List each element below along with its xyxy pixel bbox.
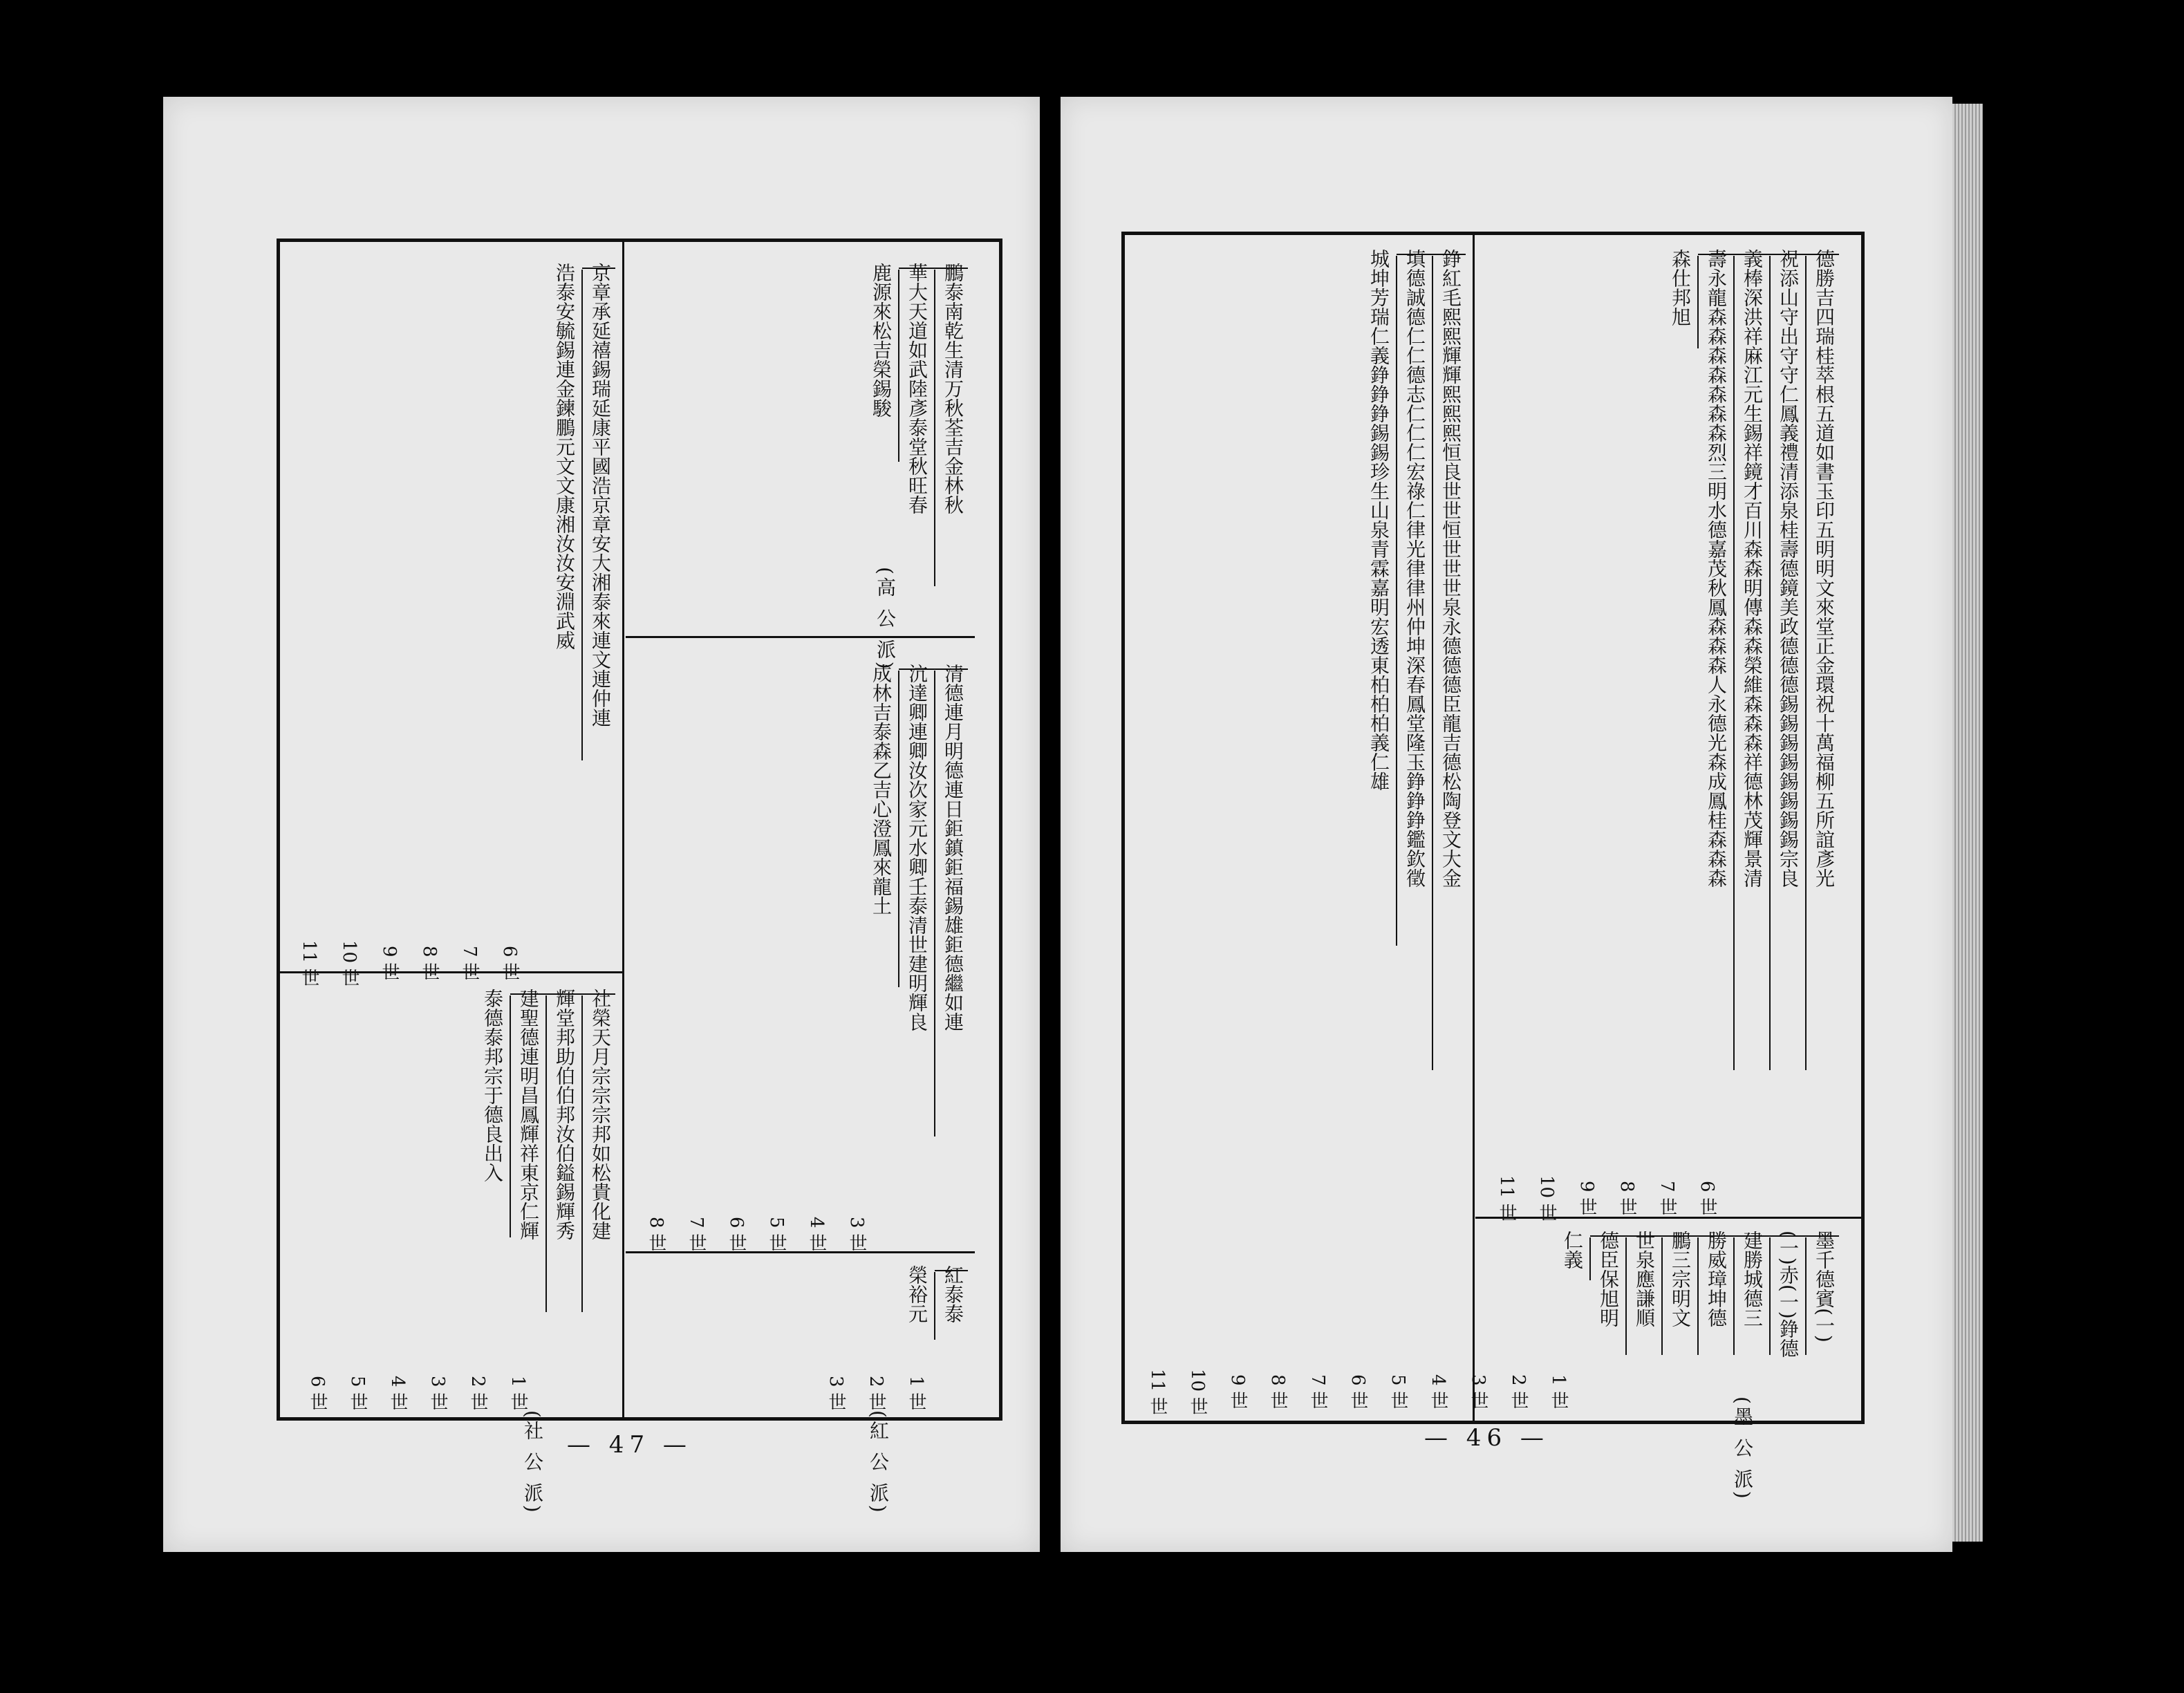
gen-label: 4 世 <box>387 1376 408 1411</box>
left-upper-generations <box>282 940 523 986</box>
gen-label: 1 世 <box>906 1376 926 1411</box>
right-upper-generations <box>1480 1175 1720 1222</box>
gen-label: 3 世 <box>1468 1374 1488 1410</box>
gen-label: 5 世 <box>1388 1374 1408 1410</box>
tree-de <box>1486 249 1839 1161</box>
gen-label: 7 世 <box>1307 1374 1328 1410</box>
gen-label: 4 世 <box>806 1217 827 1252</box>
gen-label: 2 世 <box>1508 1374 1529 1410</box>
section-label-she: (社 公 派) <box>521 1410 544 1515</box>
name-column: 仁義 <box>1561 1231 1584 1269</box>
name-column: 世泉應謙順 <box>1633 1231 1656 1327</box>
gen-label: 1 世 <box>507 1376 528 1411</box>
gen-label: 6 世 <box>307 1376 328 1411</box>
gen-label: 2 世 <box>866 1376 886 1411</box>
name-column: 建聖德連明昌鳳輝祥東京仁輝 <box>517 989 540 1240</box>
gen-label: 7 世 <box>1656 1181 1677 1217</box>
gen-label: 7 世 <box>459 946 480 982</box>
gen-label: 11 世 <box>299 940 319 987</box>
name-column: 華大天道如武陸彥泰堂秋旺春 <box>906 263 928 514</box>
tree-hong <box>802 1265 968 1369</box>
gen-label: 10 世 <box>339 940 360 987</box>
name-column: 成林吉泰森乙吉心澄鳳來龍土 <box>870 664 893 915</box>
name-column: 京章承延禧錫瑞延康平國浩京章安大湘泰來連文連仲連 <box>589 263 612 727</box>
gen-label: 7 世 <box>686 1217 707 1252</box>
name-column: 建勝城德三 <box>1741 1231 1764 1327</box>
name-column: 勝威璋坤德 <box>1705 1231 1728 1327</box>
gen-label: 11 世 <box>1496 1175 1517 1222</box>
name-column: 榮裕元 <box>906 1265 928 1323</box>
gen-label: 5 世 <box>766 1217 787 1252</box>
section-label-gao: (高 公 派) <box>874 567 897 672</box>
gen-label: 9 世 <box>379 946 400 982</box>
gen-label: 10 世 <box>1187 1369 1208 1416</box>
name-column: 義棒深洪祥麻江元生錫祥鏡才百川森森明傳森森榮維森森森祥德林茂輝景清 <box>1741 249 1764 888</box>
left-upper-divider <box>626 636 975 638</box>
name-column: 填德誠德仁仁德志仁仁仁宏祿仁律光律律州仲坤深春鳳堂隆玉錚錚錚鑑欽徵 <box>1403 249 1426 888</box>
gen-label: 6 世 <box>499 946 520 982</box>
name-column: 輝堂邦助伯伯邦汝伯鎰錫輝秀 <box>553 989 576 1240</box>
section-label-mo: (墨 公 派) <box>1731 1396 1754 1502</box>
gen-label: 5 世 <box>347 1376 368 1411</box>
tree-qing <box>643 664 968 1203</box>
name-column: 泰德泰邦宗于德良出入 <box>481 989 504 1182</box>
gen-label: 8 世 <box>1616 1181 1637 1217</box>
gen-label: 2 世 <box>467 1376 488 1411</box>
name-column: 城坤芳瑞仁義錚錚錚錫錫珍生山泉青霖嘉明宏透東柏柏柏義仁雄 <box>1368 249 1390 791</box>
gen-label: 3 世 <box>825 1376 846 1411</box>
gen-label: 9 世 <box>1227 1374 1248 1410</box>
tree-gao-left <box>643 263 968 622</box>
gen-label: 6 世 <box>726 1217 747 1252</box>
gen-label: 9 世 <box>1576 1181 1597 1217</box>
left-she-generations <box>290 1376 531 1411</box>
name-column: 德勝吉四瑞桂萃根五道如書玉印五明明文來堂正金環祝十萬福柳五所誼彥光 <box>1813 249 1836 888</box>
name-column: 墨千德賓(一) <box>1813 1231 1836 1343</box>
gen-label: 8 世 <box>1267 1374 1288 1410</box>
left-lower-generations <box>809 1376 929 1411</box>
name-column: 壽永龍森森森森森森森烈三明水德嘉茂秋鳳森森森人永德光森成鳳桂森森森 <box>1705 249 1728 888</box>
name-column: 紅泰泰 <box>942 1265 964 1323</box>
name-column: 森仕邦旭 <box>1669 249 1692 326</box>
name-column: 沆達卿連卿汝次家元水卿壬泰清世建明輝良 <box>906 664 928 1031</box>
tree-zheng <box>1134 249 1466 1168</box>
gen-label: 4 世 <box>1428 1374 1448 1410</box>
page-number-left: — 47 — <box>567 1431 692 1459</box>
gen-label: 6 世 <box>1697 1181 1717 1217</box>
name-column: 清德連月明德連日鉅鎮鉅福錫雄鉅德繼如連 <box>942 664 964 1031</box>
gen-label: 6 世 <box>1347 1374 1368 1410</box>
name-column: 社榮天月宗宗宗邦如松貴化建 <box>589 989 612 1240</box>
name-column: 祝添山守出守守仁鳳義禮清添泉桂壽德鏡美政德德德錫錫錫錫錫錫錫錫宗良 <box>1777 249 1800 888</box>
gen-label: 11 世 <box>1147 1369 1168 1416</box>
gen-label: 8 世 <box>646 1217 666 1252</box>
gen-label: 8 世 <box>419 946 440 982</box>
gen-label: 3 世 <box>846 1217 867 1252</box>
page-number-right: — 46 — <box>1424 1424 1549 1452</box>
section-label-hong: (紅 公 派) <box>867 1410 890 1515</box>
gen-label: 10 世 <box>1536 1175 1557 1222</box>
left-page-divider <box>622 242 624 1417</box>
right-page-divider <box>1473 235 1475 1421</box>
name-column: 浩泰安毓錫連金鍊鵬元文文康湘汝汝安淵武威 <box>553 263 576 650</box>
gen-label: 1 世 <box>1548 1374 1569 1410</box>
tree-gao-right <box>290 263 615 926</box>
left-middle-generations <box>629 1217 870 1252</box>
book-page-edge <box>1952 104 1983 1542</box>
tree-mo <box>1486 1231 1839 1369</box>
name-column: 鵬泰南乾生清万秋荃吉金林秋 <box>942 263 964 514</box>
name-column: 鹿源來松吉榮錫駿 <box>870 263 893 418</box>
right-lower-generations <box>1130 1369 1571 1415</box>
tree-she <box>290 989 615 1362</box>
name-column: (一)赤(一)錚德 <box>1777 1231 1800 1358</box>
name-column: 錚紅毛熙熙輝輝熙熙熙恒良世世恒世世世泉永德德德臣龍吉德松陶登文大金 <box>1439 249 1462 888</box>
gen-label: 3 世 <box>427 1376 448 1411</box>
name-column: 德臣保旭明 <box>1597 1231 1620 1327</box>
name-column: 鵬三宗明文 <box>1669 1231 1692 1327</box>
